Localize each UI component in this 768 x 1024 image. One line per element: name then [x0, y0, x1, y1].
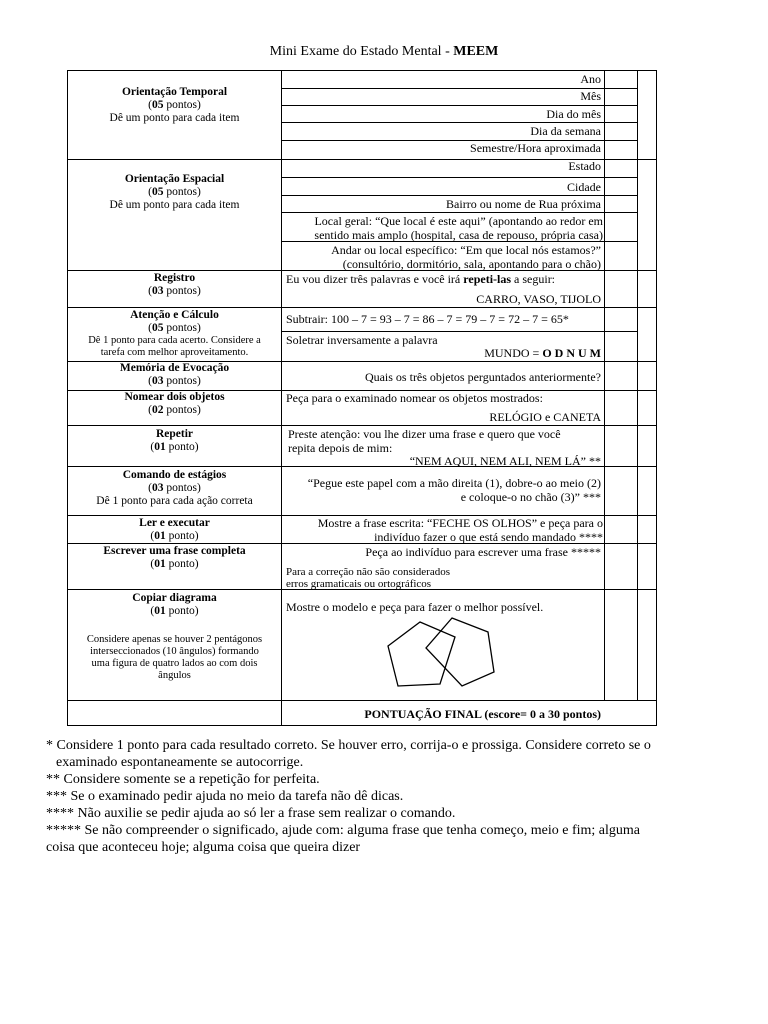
espacial-item: Cidade: [567, 180, 601, 194]
footnote-4: **** Não auxilie se pedir ajuda ao só ler a frase sem realizar o comando.: [46, 806, 456, 821]
item-divider: [281, 122, 637, 123]
temporal-item: Mês: [580, 89, 601, 103]
comando-instruction: “Pegue este papel com a mão direita (1), dobre-o ao meio (2) e coloque-o no chão (3)” ***: [307, 476, 601, 504]
nomear-objects: RELÓGIO e CANETA: [489, 410, 601, 424]
footnotes: [46, 737, 736, 856]
ler-label: Ler e executar (01 ponto): [139, 517, 210, 542]
item-divider: [281, 212, 637, 213]
column-divider: [637, 70, 638, 700]
comando-label: Comando de estágios (03 pontos) Dê 1 ponto para cada ação correta: [96, 469, 253, 507]
footnote-1: * Considere 1 ponto para cada resultado correto. Se houver erro, corrija-o e prossiga. Considere correto se o: [46, 738, 651, 753]
temporal-item: Ano: [580, 72, 601, 86]
espacial-local-geral: Local geral: “Que local é este aqui” (apontando ao redor em sentido mais amplo (hospital, casa de repouso, própria casa): [314, 214, 603, 242]
temporal-item: Dia do mês: [546, 107, 601, 121]
memoria-question: Quais os três objetos perguntados anteriormente?: [364, 370, 601, 384]
nomear-instruction: Peça para o examinado nomear os objetos mostrados:: [286, 391, 543, 405]
footnote-5: ***** Se não compreender o significado, ajude com: alguma frase que tenha começo, meio e fim; alguma: [46, 823, 641, 838]
escrever-instruction: Peça ao indivíduo para escrever uma frase *****: [365, 545, 601, 559]
repetir-instruction: Preste atenção: vou lhe dizer uma frase e quero que você repita depois de mim:: [288, 427, 561, 455]
atencao-soletrar: Soletrar inversamente a palavra: [286, 333, 438, 347]
memoria-label: Memória de Evocação (03 pontos): [119, 362, 230, 387]
ler-instruction: Mostre a frase escrita: “FECHE OS OLHOS” e peça para o indivíduo fazer o que está sendo mandado ****: [317, 516, 603, 544]
escrever-note: Para a correção não são considerados erros gramaticais ou ortográficos: [286, 566, 451, 590]
item-divider: [281, 177, 637, 178]
row-divider: [67, 425, 657, 426]
copiar-label: Copiar diagrama (01 ponto): [132, 592, 217, 617]
atencao-label: Atenção e Cálculo (05 pontos) Dê 1 ponto para cada acerto. Considere a tarefa com melhor aproveitamento.: [88, 309, 261, 358]
temporal-item: Dia da semana: [530, 124, 601, 138]
footnote-1-cont: examinado espontaneamente se autocorrige.: [56, 755, 304, 770]
repetir-phrase: “NEM AQUI, NEM ALI, NEM LÁ” **: [409, 454, 601, 468]
row-divider: [67, 307, 657, 308]
intersecting-pentagons-icon: [380, 612, 510, 692]
item-divider: [281, 195, 637, 196]
row-divider: [67, 700, 657, 701]
registro-label: Registro (03 pontos): [148, 272, 201, 297]
document-title: Mini Exame do Estado Mental - MEEM: [269, 44, 499, 59]
escrever-label: Escrever uma frase completa (01 ponto): [103, 545, 246, 570]
column-divider: [604, 70, 605, 700]
footnote-5-cont: coisa que aconteceu hoje; alguma coisa que queira dizer: [46, 840, 361, 855]
registro-instruction: Eu vou dizer três palavras e você irá repeti-las a seguir:: [286, 272, 556, 286]
final-score-label: PONTUAÇÃO FINAL (escore= 0 a 30 pontos): [364, 707, 601, 721]
espacial-label: Orientação Espacial (05 pontos) Dê um ponto para cada item: [109, 173, 240, 211]
atencao-subtrair: Subtrair: 100 – 7 = 93 – 7 = 86 – 7 = 79 – 7 = 72 – 7 = 65*: [286, 312, 569, 326]
item-divider: [281, 105, 637, 106]
espacial-item: Estado: [568, 159, 601, 173]
registro-words: CARRO, VASO, TIJOLO: [476, 292, 601, 306]
item-divider: [281, 331, 637, 332]
espacial-item: Bairro ou nome de Rua próxima: [446, 197, 601, 211]
temporal-label: Orientação Temporal (05 pontos) Dê um ponto para cada item: [109, 86, 240, 124]
nomear-label: Nomear dois objetos (02 pontos): [124, 391, 225, 416]
temporal-item: Semestre/Hora aproximada: [470, 141, 601, 155]
atencao-mundo: MUNDO = O D N U M: [484, 346, 601, 360]
repetir-label: Repetir (01 ponto): [150, 428, 199, 453]
copiar-note: Considere apenas se houver 2 pentágonos interseccionados (10 ângulos) formando uma figura de quatro lados ao com dois ângulos: [86, 634, 263, 681]
footnote-3: *** Se o examinado pedir ajuda no meio da tarefa não dê dicas.: [46, 789, 404, 804]
column-divider: [281, 70, 282, 726]
copiar-instruction: Mostre o modelo e peça para fazer o melhor possível.: [286, 600, 544, 614]
espacial-andar: Andar ou local específico: “Em que local nós estamos?” (consultório, dormitório, sala, apontando para o chão): [331, 243, 601, 271]
footnote-2: ** Considere somente se a repetição for perfeita.: [46, 772, 320, 787]
